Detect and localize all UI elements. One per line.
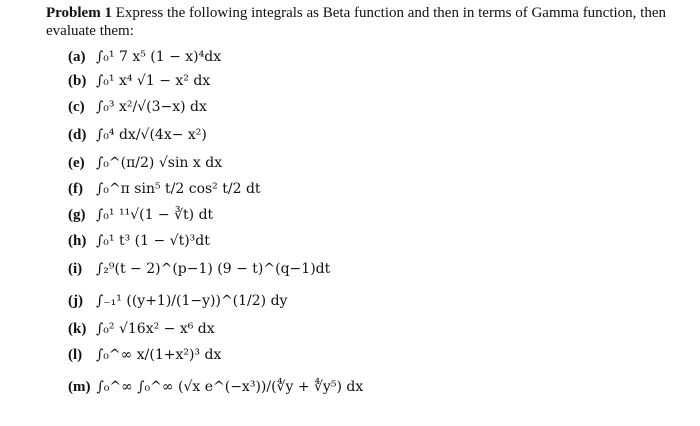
integral-expression: ∫₀³ x²/√(3−x) dx xyxy=(96,99,207,115)
integral-expression: ∫₀^(π/2) √sin x dx xyxy=(96,155,223,171)
item-label: (k) xyxy=(68,321,87,337)
integral-expression: ∫₀^∞ x/(1+x²)³ dx xyxy=(96,347,222,363)
integral-expression: ∫₀² √16x² − x⁶ dx xyxy=(96,321,215,337)
item-label: (d) xyxy=(68,127,87,143)
list-item-m xyxy=(68,378,363,396)
integral-expression: ∫₀⁴ dx/√(4x− x²) xyxy=(96,127,207,143)
item-label: (j) xyxy=(68,293,83,309)
problem-title: Problem 1 xyxy=(46,5,112,21)
problem-header xyxy=(46,4,686,40)
list-item-g xyxy=(68,206,213,224)
item-label: (l) xyxy=(68,347,83,363)
item-label: (a) xyxy=(68,49,86,65)
integral-expression: ∫₀¹ 7 x⁵ (1 − x)⁴dx xyxy=(96,49,222,65)
item-label: (e) xyxy=(68,155,85,171)
item-label: (i) xyxy=(68,261,83,277)
list-item-b xyxy=(68,72,210,90)
item-label: (h) xyxy=(68,233,87,249)
list-item-f xyxy=(68,180,261,198)
list-item-h xyxy=(68,232,210,250)
item-label: (b) xyxy=(68,73,87,89)
item-label: (m) xyxy=(68,379,91,395)
list-item-c xyxy=(68,98,207,116)
integral-expression: ∫₀¹ x⁴ √1 − x² dx xyxy=(96,73,211,89)
list-item-i xyxy=(68,260,330,278)
item-label: (c) xyxy=(68,99,85,115)
integral-expression: ∫₀¹ ¹¹√(1 − ∛t) dt xyxy=(96,207,214,223)
list-item-l xyxy=(68,346,221,364)
integral-expression: ∫₂⁹(t − 2)^(p−1) (9 − t)^(q−1)dt xyxy=(96,261,331,277)
list-item-a xyxy=(68,48,221,66)
list-item-d xyxy=(68,126,207,144)
list-item-j xyxy=(68,292,287,310)
item-label: (f) xyxy=(68,181,83,197)
integral-expression: ∫₋₁¹ ((y+1)/(1−y))^(1/2) dy xyxy=(96,293,288,309)
item-label: (g) xyxy=(68,207,86,223)
integral-expression: ∫₀^∞ ∫₀^∞ (√x e^(−x³))/(∜y + ∜y⁵) dx xyxy=(96,379,364,395)
integral-expression: ∫₀¹ t³ (1 − √t)³dt xyxy=(96,233,210,249)
list-item-e xyxy=(68,154,222,172)
integral-expression: ∫₀^π sin⁵ t/2 cos² t/2 dt xyxy=(96,181,261,197)
problem-statement: Express the following integrals as Beta function and then in terms of Gamma function, then evaluate them: xyxy=(46,5,667,39)
list-item-k xyxy=(68,320,215,338)
